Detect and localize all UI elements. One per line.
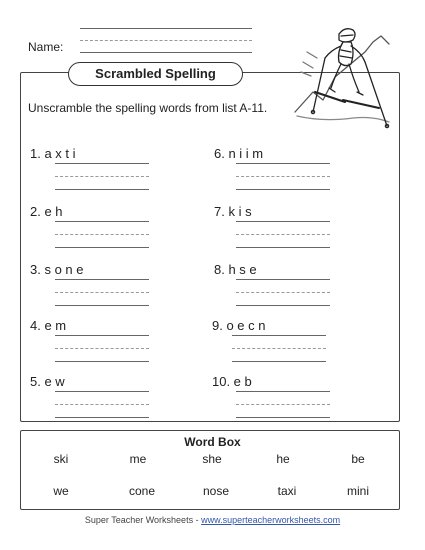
word-box-word: mini — [346, 484, 369, 498]
problem-5-dashed-line — [55, 404, 149, 405]
name-line-bottom[interactable] — [80, 52, 252, 53]
word-box-word: ski — [53, 452, 69, 466]
problem-2-label: 2. e h — [30, 204, 63, 219]
problem-9-dashed-line — [232, 348, 326, 349]
name-line-dashed — [80, 40, 252, 41]
problem-1-dashed-line — [55, 176, 149, 177]
footer — [0, 515, 425, 525]
problem-6-answer-line[interactable] — [236, 189, 330, 190]
instructions: Unscramble the spelling words from list A-11. — [28, 101, 268, 115]
problem-4-dashed-line — [55, 348, 149, 349]
name-line-top — [80, 28, 252, 29]
problem-4-label: 4. e m — [30, 318, 67, 333]
word-box-word: cone — [128, 484, 156, 498]
problem-8-label: 8. h s e — [214, 262, 257, 277]
problem-1-prompt-line — [55, 163, 149, 164]
problem-1-answer-line[interactable] — [55, 189, 149, 190]
problem-1-label: 1. a x t i — [30, 146, 76, 161]
problem-10-answer-line[interactable] — [236, 417, 330, 418]
word-box-title: Word Box — [184, 435, 241, 449]
problem-2-answer-line[interactable] — [55, 247, 149, 248]
problem-5-label: 5. e w — [30, 374, 65, 389]
problem-7-answer-line[interactable] — [236, 247, 330, 248]
problem-10-dashed-line — [236, 404, 330, 405]
name-label: Name: — [28, 40, 64, 54]
problem-6-prompt-line — [236, 163, 330, 164]
problem-10-label: 10. e b — [212, 374, 252, 389]
problem-3-dashed-line — [55, 292, 149, 293]
problem-8-answer-line[interactable] — [236, 305, 330, 306]
problem-5-prompt-line — [55, 391, 149, 392]
problem-4-answer-line[interactable] — [55, 361, 149, 362]
word-box-word: nose — [202, 484, 230, 498]
problem-9-prompt-line — [232, 335, 326, 336]
problem-9-answer-line[interactable] — [232, 361, 326, 362]
problem-2-dashed-line — [55, 234, 149, 235]
word-box-word: we — [53, 484, 69, 498]
word-box-word: taxi — [277, 484, 297, 498]
problem-10-prompt-line — [236, 391, 330, 392]
problem-6-label: 6. n i i m — [214, 146, 264, 161]
word-box-word: be — [351, 452, 365, 466]
problem-9-label: 9. o e c n — [212, 318, 266, 333]
problem-3-answer-line[interactable] — [55, 305, 149, 306]
problem-4-prompt-line — [55, 335, 149, 336]
problem-8-dashed-line — [236, 292, 330, 293]
problem-2-prompt-line — [55, 221, 149, 222]
word-box-word: she — [202, 452, 222, 466]
word-box-word: he — [276, 452, 290, 466]
footer-text: Super Teacher Worksheets - — [84, 515, 202, 525]
problem-6-dashed-line — [236, 176, 330, 177]
problem-7-dashed-line — [236, 234, 330, 235]
problem-3-label: 3. s o n e — [30, 262, 84, 277]
problem-7-label: 7. k i s — [214, 204, 252, 219]
problem-3-prompt-line — [55, 279, 149, 280]
problem-7-prompt-line — [236, 221, 330, 222]
word-box-word: me — [129, 452, 147, 466]
skier-illustration — [293, 22, 393, 134]
footer-link[interactable]: www.superteacherworksheets.com — [201, 515, 341, 525]
worksheet-title: Scrambled Spelling — [68, 62, 243, 86]
problem-8-prompt-line — [236, 279, 330, 280]
problem-5-answer-line[interactable] — [55, 417, 149, 418]
